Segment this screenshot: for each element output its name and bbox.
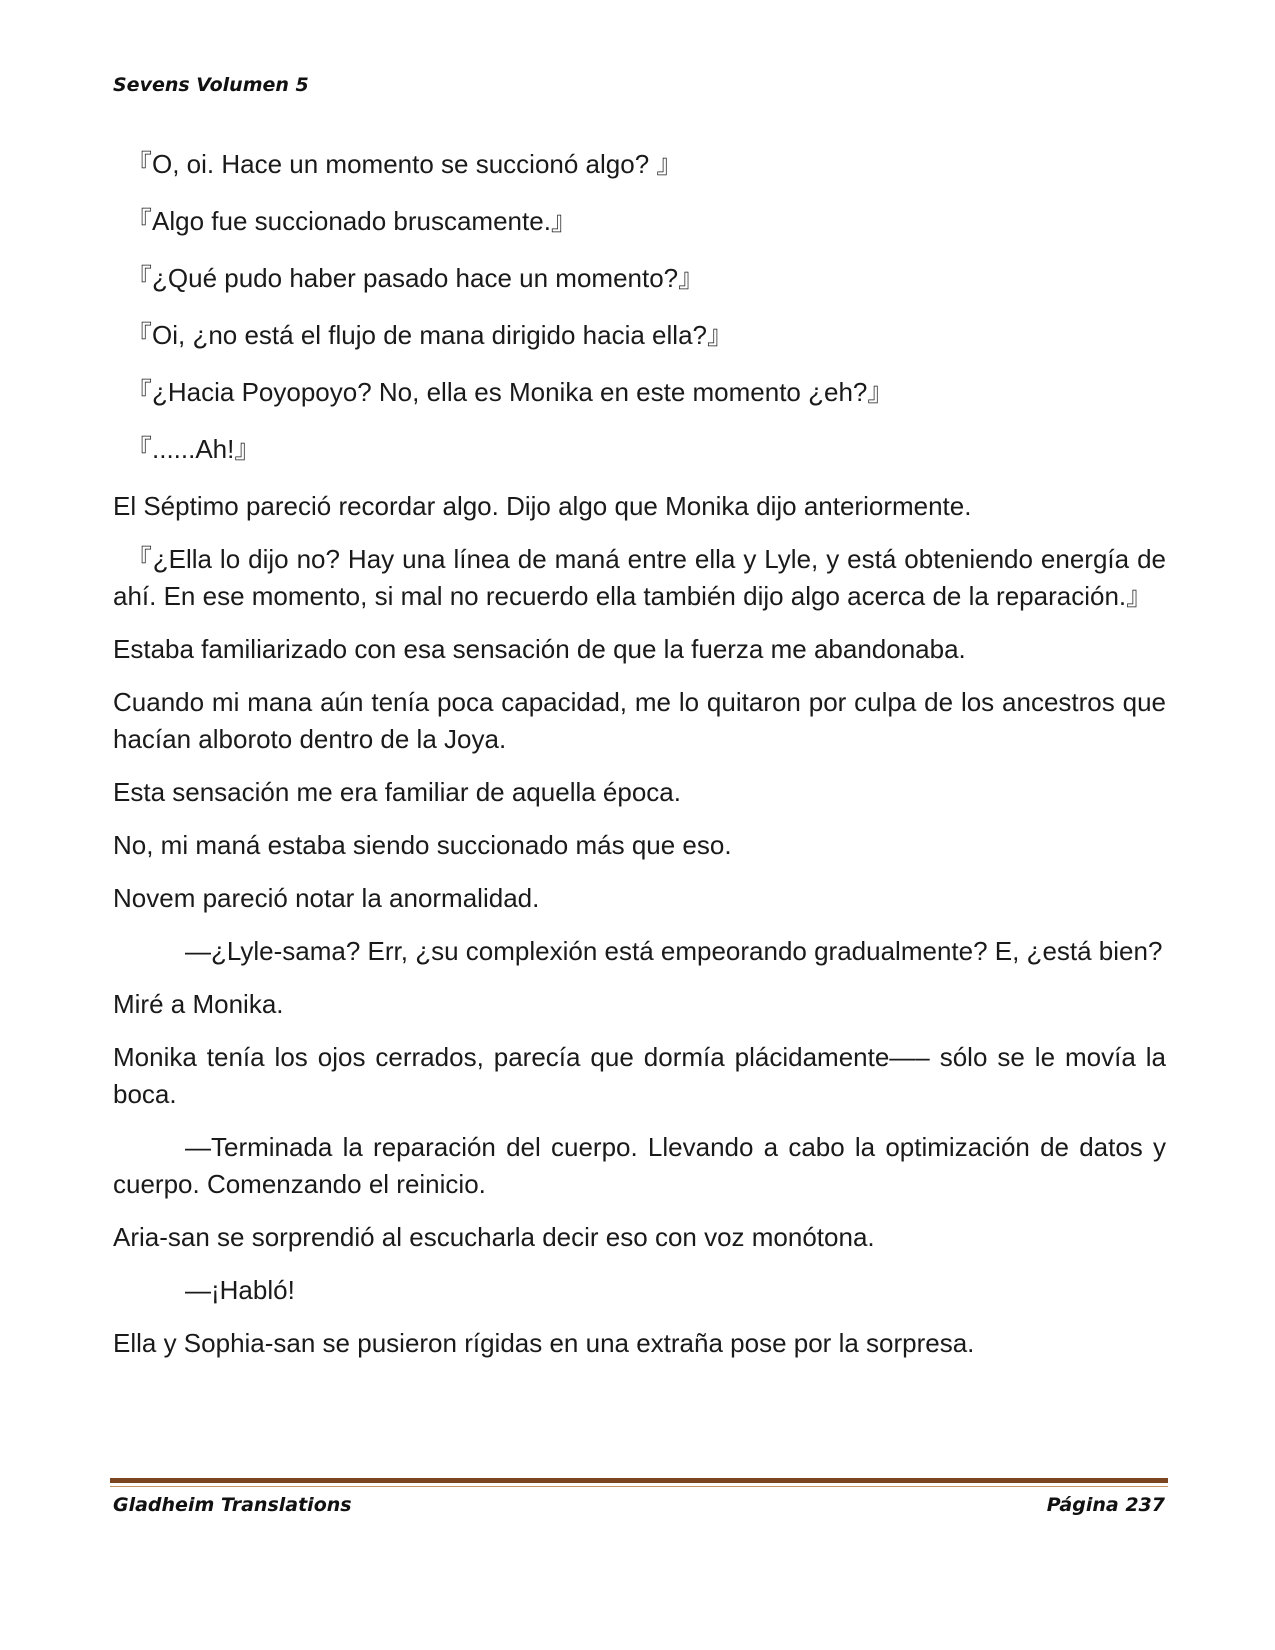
paragraph-14: —¿Lyle-sama? Err, ¿su complexión está empeorando gradualmente? E, ¿está bien? bbox=[185, 936, 1163, 966]
footer-divider-accent bbox=[110, 1486, 1168, 1487]
paragraph-8: 『¿Ella lo dijo no? Hay una línea de maná entre ella y Lyle, y está obteniendo energía de ahí. En ese momento, si mal no recuerdo ella también dijo algo acerca de la reparación.』 bbox=[113, 544, 1166, 611]
footer-publisher: Gladheim Translations bbox=[113, 1494, 352, 1516]
paragraph-7: El Séptimo pareció recordar algo. Dijo algo que Monika dijo anteriormente. bbox=[113, 491, 972, 521]
paragraph-16: Monika tenía los ojos cerrados, parecía que dormía plácidamente—– sólo se le movía la boca. bbox=[113, 1042, 1166, 1109]
paragraph-20: Ella y Sophia-san se pusieron rígidas en una extraña pose por la sorpresa. bbox=[113, 1328, 975, 1358]
paragraph-19: —¡Habló! bbox=[185, 1275, 295, 1305]
paragraph-15: Miré a Monika. bbox=[113, 989, 284, 1019]
footer-divider bbox=[110, 1478, 1168, 1483]
paragraph-17: —Terminada la reparación del cuerpo. Llevando a cabo la optimización de datos y cuerpo. Comenzando el reinicio. bbox=[113, 1132, 1166, 1199]
page-body bbox=[113, 146, 1166, 1378]
paragraph-13: Novem pareció notar la anormalidad. bbox=[113, 883, 540, 913]
paragraph-5: 『¿Hacia Poyopoyo? No, ella es Monika en este momento ¿eh?』 bbox=[126, 377, 894, 407]
paragraph-4: 『Oi, ¿no está el flujo de mana dirigido hacia ella?』 bbox=[126, 320, 733, 350]
paragraph-12: No, mi maná estaba siendo succionado más que eso. bbox=[113, 830, 732, 860]
paragraph-11: Esta sensación me era familiar de aquella época. bbox=[113, 777, 681, 807]
paragraph-1: 『O, oi. Hace un momento se succionó algo? 』 bbox=[126, 149, 683, 179]
page-number: Página 237 bbox=[1046, 1494, 1165, 1516]
paragraph-2: 『Algo fue succionado bruscamente.』 bbox=[126, 206, 577, 236]
running-header: Sevens Volumen 5 bbox=[113, 74, 309, 96]
paragraph-3: 『¿Qué pudo haber pasado hace un momento?』 bbox=[126, 263, 705, 293]
paragraph-10: Cuando mi mana aún tenía poca capacidad, me lo quitaron por culpa de los ancestros que hacían alboroto dentro de la Joya. bbox=[113, 687, 1166, 754]
paragraph-18: Aria-san se sorprendió al escucharla decir eso con voz monótona. bbox=[113, 1222, 875, 1252]
paragraph-6: 『......Ah!』 bbox=[126, 434, 261, 464]
paragraph-9: Estaba familiarizado con esa sensación de que la fuerza me abandonaba. bbox=[113, 634, 966, 664]
